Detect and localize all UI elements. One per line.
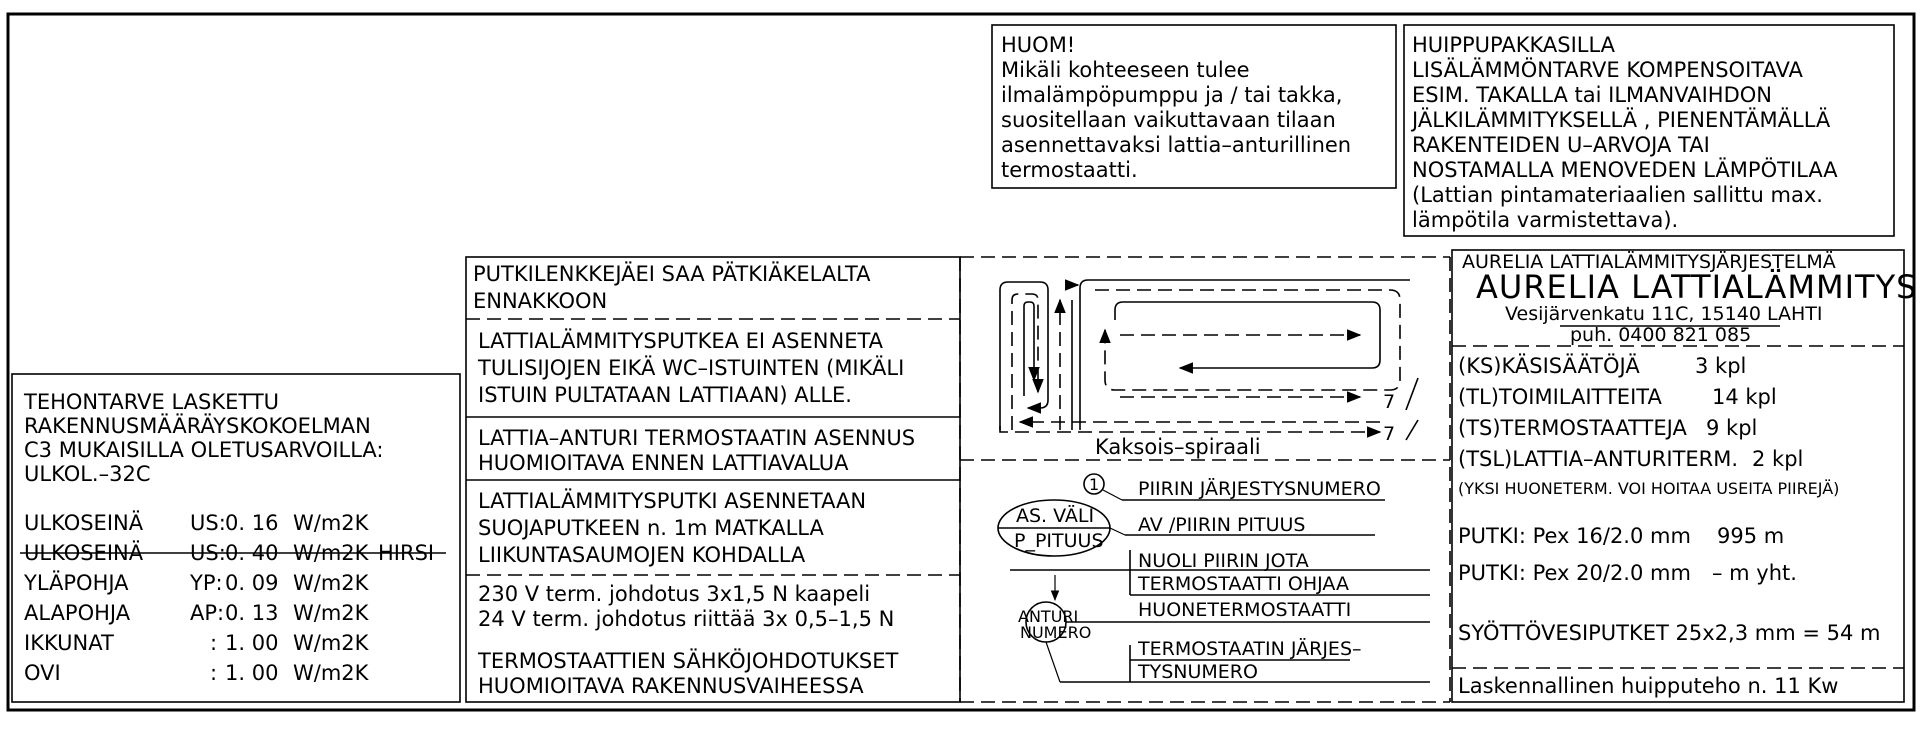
title-block: [1452, 250, 1917, 702]
u-name: ALAPOHJA: [24, 601, 131, 625]
break-label: 7: [1383, 391, 1396, 413]
install-note-line: 24 V term. johdotus riittää 3x 0,5–1,5 N: [478, 607, 895, 631]
break-mark: [1406, 420, 1418, 440]
company-address: Vesijärvenkatu 11C, 15140 LAHTI: [1505, 303, 1823, 325]
u-code: US:: [190, 541, 226, 565]
component-qty: 2 kpl: [1752, 447, 1804, 471]
install-note-line: 230 V term. johdotus 3x1,5 N kaapeli: [478, 582, 871, 606]
u-name: OVI: [24, 661, 61, 685]
legend-symbols: [998, 474, 1430, 683]
u-value-row-struck: [20, 540, 446, 565]
legend-label: TERMOSTAATIN JÄRJES–: [1138, 638, 1362, 660]
u-code: US:: [190, 511, 226, 535]
u-unit: W/m2K: [293, 511, 369, 535]
u-value-row: [24, 510, 370, 535]
install-notes-column: [466, 257, 960, 702]
component-note: (YKSI HUONETERM. VOI HOITAA USEITA PIIREJÄ): [1458, 479, 1840, 498]
u-value: 0. 40: [225, 541, 279, 565]
u-code: AP:: [190, 601, 225, 625]
peak-line: ESIM. TAKALLA tai ILMANVAIHDON: [1412, 83, 1772, 107]
u-name: ULKOSEINÄ: [24, 541, 144, 565]
install-note-line: TERMOSTAATTIEN SÄHKÖJOHDOTUKSET: [478, 649, 899, 673]
huom-line: Mikäli kohteeseen tulee: [1001, 58, 1250, 82]
legend-label: TERMOSTAATTI OHJAA: [1138, 573, 1349, 595]
u-name: YLÄPOHJA: [24, 571, 129, 595]
component-qty: 3 kpl: [1695, 354, 1747, 378]
peak-line: NOSTAMALLA MENOVEDEN LÄMPÖTILAA: [1412, 158, 1838, 182]
u-value-row: [24, 631, 370, 655]
component-qty: 14 kpl: [1712, 385, 1777, 409]
pipe-qty: 995 m: [1717, 524, 1785, 548]
component-qty: 9 kpl: [1706, 416, 1758, 440]
calc-header-line: TEHONTARVE LASKETTU: [24, 390, 280, 414]
peak-line: (Lattian pintamateriaalien sallittu max.: [1412, 183, 1823, 207]
u-value: 0. 09: [225, 571, 279, 595]
u-name: ULKOSEINÄ: [24, 511, 144, 535]
u-code: :: [210, 631, 218, 655]
spiral-caption: Kaksois–spiraali: [1095, 435, 1261, 459]
u-value-row: [23, 570, 370, 595]
component-label: (KS)KÄSISÄÄTÖJÄ: [1458, 354, 1640, 378]
peak-load-note: [1404, 25, 1894, 236]
company-phone: puh. 0400 821 085: [1570, 324, 1752, 346]
u-unit: W/m2K: [293, 571, 369, 595]
u-unit: W/m2K: [293, 601, 369, 625]
peak-line: lämpötila varmistettava).: [1412, 208, 1679, 232]
u-unit: W/m2K: [293, 661, 369, 685]
u-code: YP:: [190, 571, 223, 595]
huom-line: termostaatti.: [1001, 158, 1138, 182]
u-name: IKKUNAT: [24, 631, 114, 655]
ellipse-top: AS. VÄLI: [1016, 505, 1095, 527]
component-label: (TS)TERMOSTAATTEJA: [1458, 416, 1687, 440]
company-name: AURELIA LATTIALÄMMITYS: [1476, 268, 1918, 306]
install-note-line: LATTIA–ANTURI TERMOSTAATIN ASENNUS: [478, 426, 916, 450]
system-name: AURELIA LATTIALÄMMITYSJÄRJESTELMÄ: [1462, 251, 1836, 273]
peak-line: JÄLKILÄMMITYKSELLÄ , PIENENTÄMÄLLÄ: [1412, 108, 1831, 132]
legend-label: PIIRIN JÄRJESTYSNUMERO: [1138, 478, 1381, 500]
huom-note: [992, 25, 1396, 188]
legend-label: TYSNUMERO: [1138, 661, 1258, 683]
component-label: (TSL)LATTIA–ANTURITERM.: [1458, 447, 1739, 471]
double-spiral-diagram: [1000, 280, 1418, 459]
install-note-line: LATTIALÄMMITYSPUTKEA EI ASENNETA: [478, 329, 884, 353]
u-value-row: [24, 601, 370, 625]
heat-demand-box: [12, 374, 460, 702]
anturi-bottom: NUMERO: [1020, 623, 1092, 642]
u-value: 0. 13: [225, 601, 279, 625]
huom-line: HUOM!: [1001, 33, 1076, 57]
install-note-line: ENNAKKOON: [473, 289, 608, 313]
peak-line: LISÄLÄMMÖNTARVE KOMPENSOITAVA: [1412, 58, 1803, 82]
component-label: (TL)TOIMILAITTEITA: [1458, 385, 1662, 409]
u-value: 1. 00: [225, 631, 279, 655]
legend-label: AV /PIIRIN PITUUS: [1138, 514, 1306, 536]
calc-header-line: ULKOL.–32C: [24, 462, 151, 486]
anturi-top: ANTURI: [1018, 607, 1079, 626]
calc-header-line: C3 MUKAISILLA OLETUSARVOILLA:: [24, 438, 384, 462]
pipe-qty: – m yht.: [1712, 561, 1797, 585]
break-mark: [1406, 378, 1418, 410]
supply-pipes: SYÖTTÖVESIPUTKET 25x2,3 mm = 54 m: [1458, 621, 1881, 645]
legend-label: NUOLI PIIRIN JOTA: [1138, 550, 1309, 572]
pipe-label: PUTKI: Pex 20/2.0 mm: [1458, 561, 1691, 585]
u-unit: W/m2K: [293, 541, 369, 565]
u-unit: W/m2K: [293, 631, 369, 655]
ellipse-bottom: P_PITUUS: [1014, 530, 1104, 552]
install-note-line: SUOJAPUTKEEN n. 1m MATKALLA: [478, 516, 824, 540]
install-note-line: TULISIJOJEN EIKÄ WC–ISTUINTEN (MIKÄLI: [478, 356, 905, 380]
peak-power: Laskennallinen huipputeho n. 11 Kw: [1458, 674, 1839, 698]
u-value-row: [24, 661, 370, 685]
install-note-line: ISTUIN PULTATAAN LATTIAAN) ALLE.: [478, 383, 852, 407]
huom-line: suositellaan vaikuttavaan tilaan: [1001, 108, 1336, 132]
install-note-line: LATTIALÄMMITYSPUTKI ASENNETAAN: [478, 489, 867, 513]
calc-header-line: RAKENNUSMÄÄRÄYSKOKOELMAN: [24, 414, 371, 438]
circuit-number: 1: [1089, 475, 1100, 494]
u-extra: HIRSI: [378, 541, 435, 565]
install-note-line: LIIKUNTASAUMOJEN KOHDALLA: [478, 543, 806, 567]
huom-line: asennettavaksi lattia–anturillinen: [1001, 133, 1352, 157]
install-note-line: PUTKILENKKEJÄEI SAA PÄTKIÄKELALTA: [473, 262, 871, 286]
legend-label: HUONETERMOSTAATTI: [1138, 599, 1352, 621]
install-note-line: HUOMIOITAVA RAKENNUSVAIHEESSA: [478, 674, 864, 698]
u-value: 1. 00: [225, 661, 279, 685]
install-note-line: HUOMIOITAVA ENNEN LATTIAVALUA: [478, 451, 849, 475]
peak-line: HUIPPUPAKKASILLA: [1412, 33, 1616, 57]
huom-line: ilmalämpöpumppu ja / tai takka,: [1001, 83, 1343, 107]
u-value: 0. 16: [225, 511, 279, 535]
pipe-label: PUTKI: Pex 16/2.0 mm: [1458, 524, 1691, 548]
peak-line: RAKENTEIDEN U–ARVOJA TAI: [1412, 133, 1710, 157]
break-label: 7: [1383, 423, 1396, 445]
u-code: :: [210, 661, 218, 685]
